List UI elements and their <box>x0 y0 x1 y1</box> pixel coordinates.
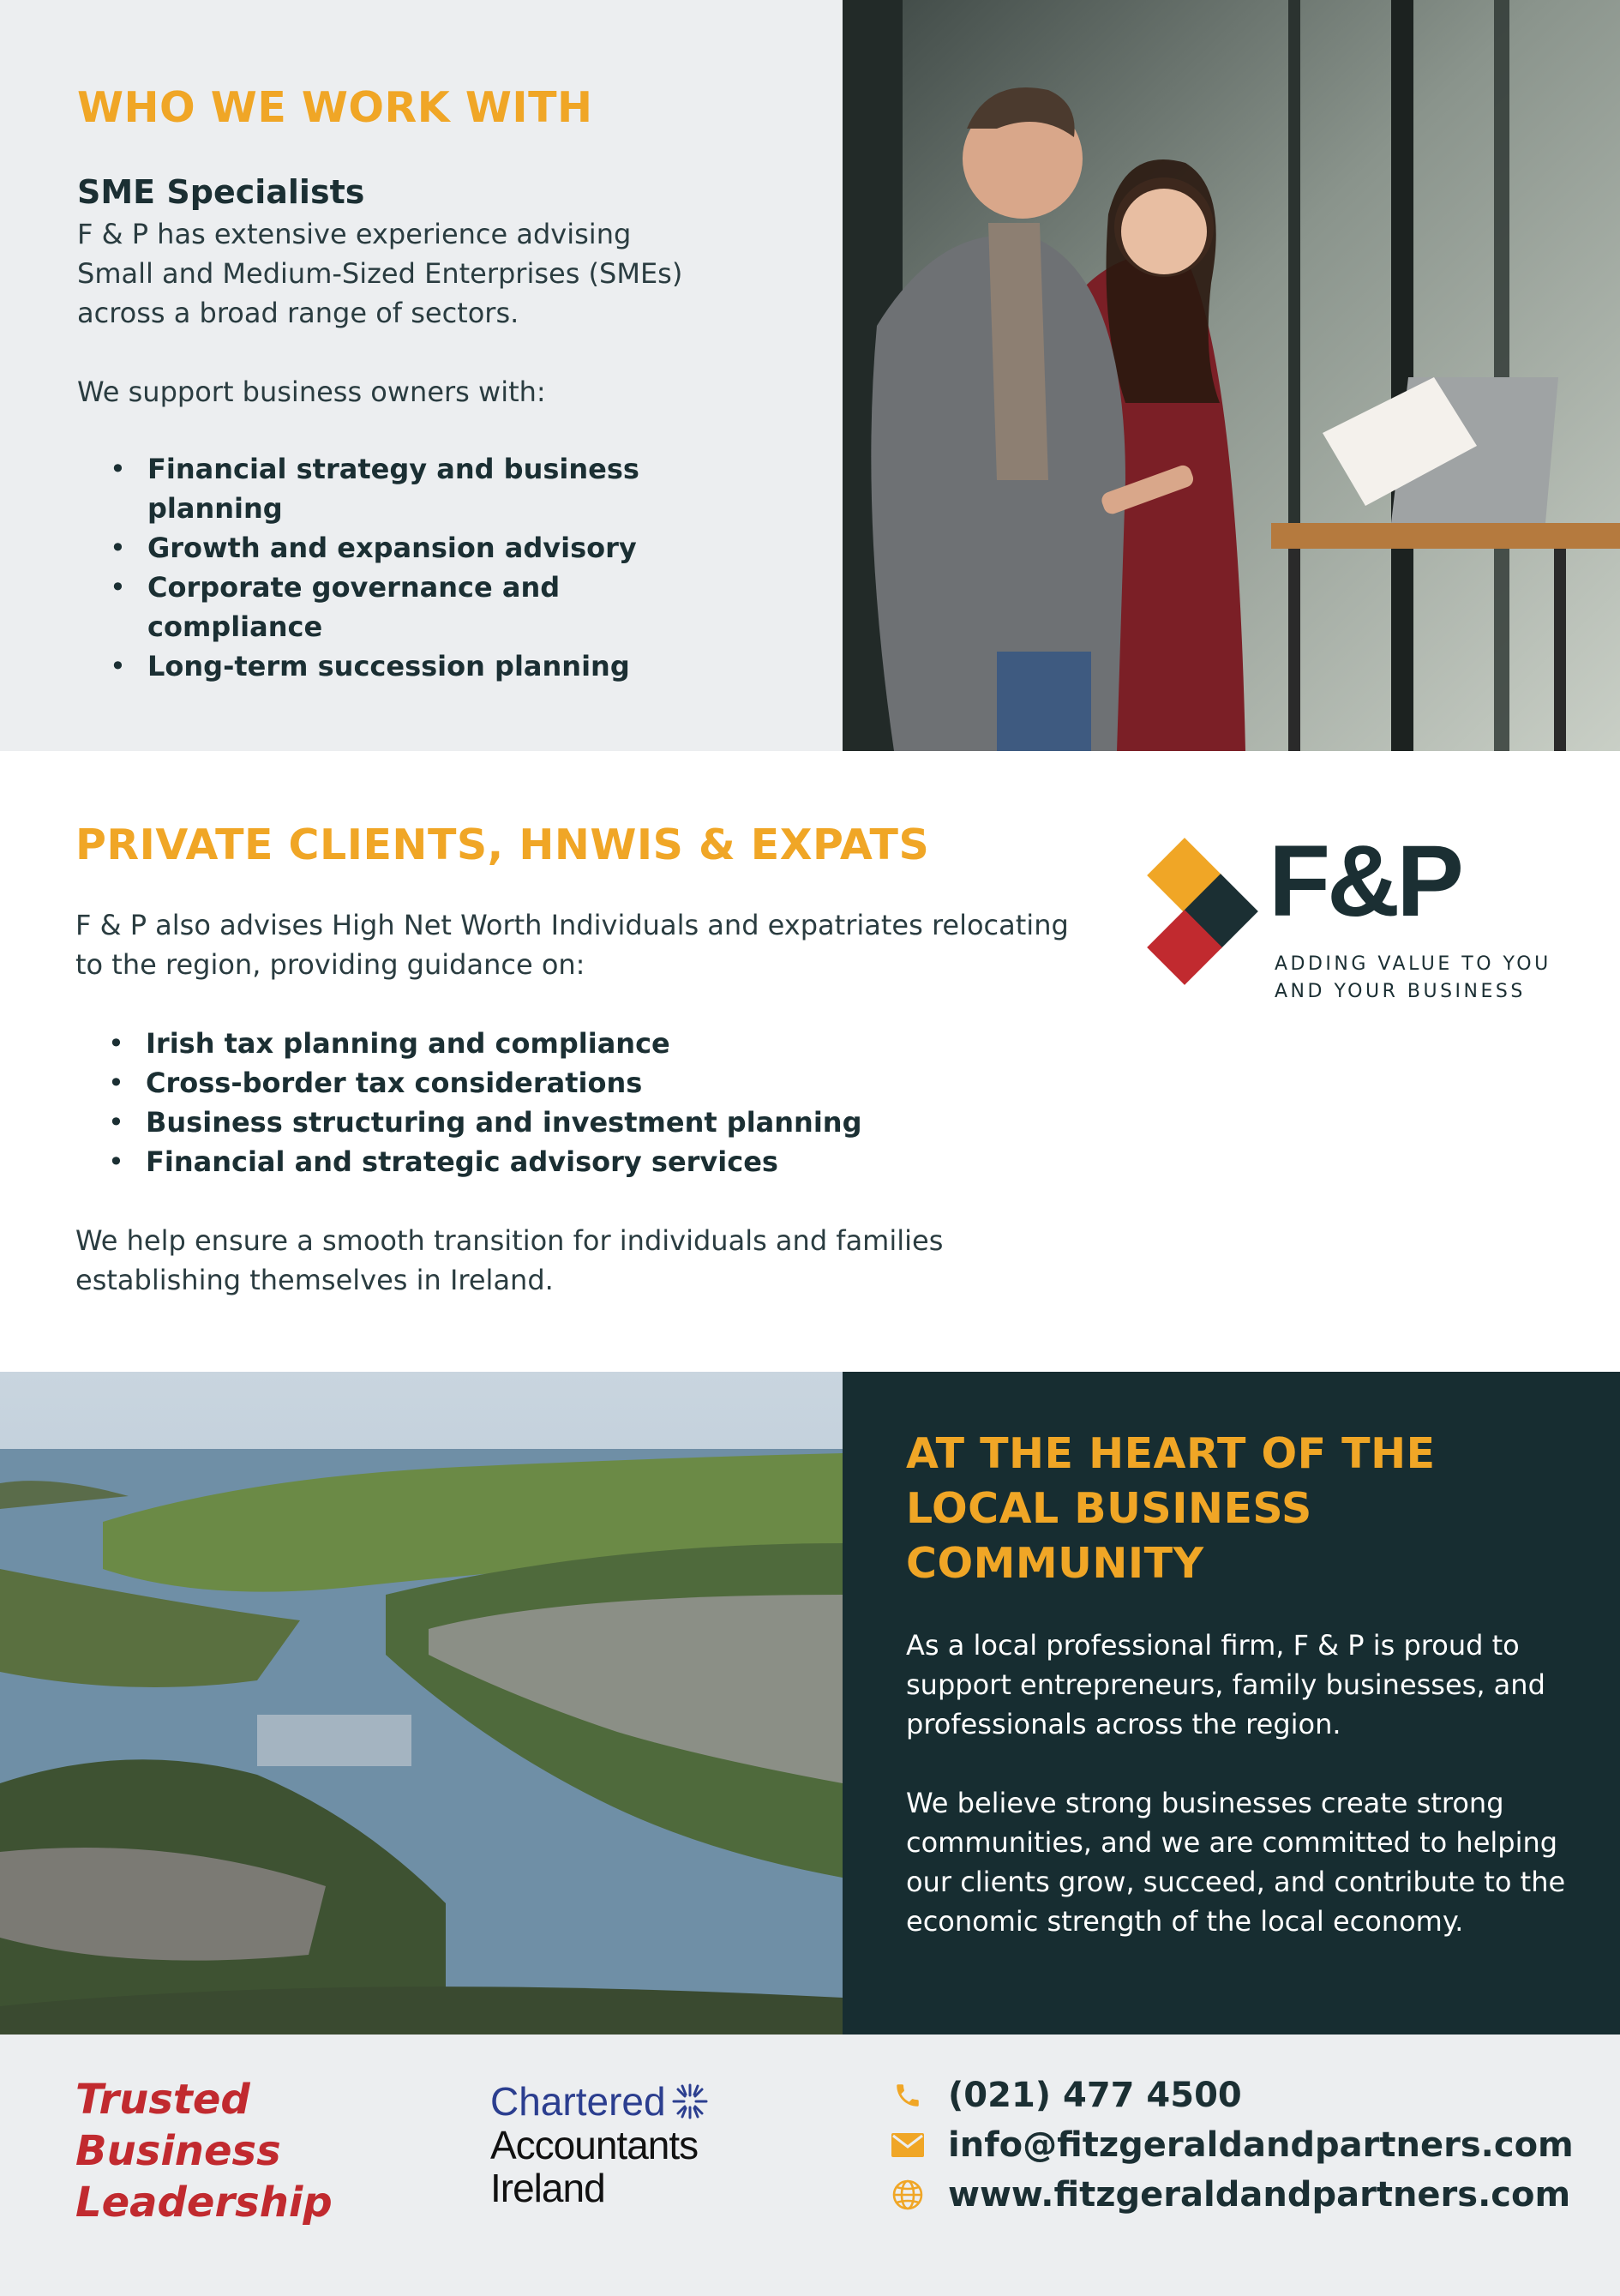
community-heading-line2: LOCAL BUSINESS <box>906 1484 1312 1533</box>
globe-icon <box>888 2175 927 2215</box>
email-address[interactable]: info@fitzgeraldandpartners.com <box>948 2125 1574 2165</box>
contact-email-row[interactable] <box>888 2120 1574 2170</box>
private-intro: F & P also advises High Net Worth Individuals and expatriates relocating to the region, providing guidance on: <box>75 909 1069 981</box>
logo-tagline-line2: AND YOUR BUSINESS <box>1275 981 1526 1002</box>
email-icon <box>888 2125 927 2165</box>
private-outro: We help ensure a smooth transition for individuals and families establishing themselves in Ireland. <box>75 1224 944 1296</box>
harbour-aerial-photo <box>0 1372 843 2035</box>
community-para-2: We believe strong businesses create strong communities, and we are committed to helping our clients grow, succeed, and contribute to the economic strength of the local economy. <box>906 1787 1566 1938</box>
list-item: • Business structuring and investment planning <box>75 1103 1070 1142</box>
logo-tagline-line1: ADDING VALUE TO YOU <box>1275 953 1551 975</box>
private-service-list <box>75 1024 1070 1181</box>
business-meeting-photo <box>843 0 1620 751</box>
private-heading: PRIVATE CLIENTS, HNWIS & EXPATS <box>75 820 930 869</box>
slogan-line3: Leadership <box>75 2179 333 2227</box>
sme-intro: F & P has extensive experience advising Small and Medium-Sized Enterprises (SMEs) across a broad range of sectors. <box>77 218 683 329</box>
accreditation-line2: Accountants <box>490 2123 699 2167</box>
business-meeting-illustration <box>843 0 1620 751</box>
sme-text-block <box>77 84 814 686</box>
fp-logo <box>1140 825 1551 1027</box>
accreditation-line3: Ireland <box>490 2166 605 2210</box>
community-panel <box>843 1372 1620 2035</box>
list-item: • Irish tax planning and compliance <box>75 1024 1070 1063</box>
list-item: • Cross-border tax considerations <box>75 1063 1070 1103</box>
private-text-block <box>75 821 1070 1300</box>
website-url[interactable]: www.fitzgeraldandpartners.com <box>948 2175 1571 2215</box>
community-text-block <box>906 1427 1575 1941</box>
sme-section <box>0 0 1620 751</box>
harbour-aerial-illustration <box>0 1372 843 2035</box>
accreditation-line1-row <box>490 2079 709 2124</box>
list-item: • Long-term succession planning <box>77 646 677 686</box>
community-heading-line1: AT THE HEART OF THE <box>906 1429 1436 1478</box>
slogan-line1: Trusted <box>75 2076 250 2124</box>
list-item: • Financial strategy and business planning <box>77 449 677 528</box>
community-section <box>0 1372 1620 2035</box>
sme-subheading: SME Specialists <box>77 173 365 211</box>
chartered-star-icon <box>671 2083 709 2120</box>
sme-heading: WHO WE WORK WITH <box>77 83 593 132</box>
contact-details <box>888 2071 1574 2220</box>
list-item: • Corporate governance and compliance <box>77 568 677 646</box>
phone-number[interactable]: (021) 477 4500 <box>948 2076 1242 2115</box>
contact-phone-row[interactable] <box>888 2071 1574 2120</box>
community-heading-line3: COMMUNITY <box>906 1539 1204 1588</box>
accreditation-line1: Chartered <box>490 2079 666 2124</box>
phone-icon <box>888 2076 927 2115</box>
logo-wordmark: F&P <box>1269 825 1461 938</box>
slogan-line2: Business <box>75 2127 281 2175</box>
sme-service-list <box>77 449 814 686</box>
list-item: • Growth and expansion advisory <box>77 528 677 568</box>
footer <box>0 2035 1620 2296</box>
slogan <box>75 2074 333 2228</box>
community-para-1: As a local professional firm, F & P is proud to support entrepreneurs, family businesses, and professionals across the region. <box>906 1629 1545 1740</box>
contact-website-row[interactable] <box>888 2170 1574 2220</box>
community-heading <box>906 1427 1575 1591</box>
sme-support-intro: We support business owners with: <box>77 376 546 408</box>
list-item: • Financial and strategic advisory services <box>75 1142 1070 1181</box>
private-clients-section <box>0 751 1620 1372</box>
chartered-accountants-logo <box>490 2079 709 2209</box>
